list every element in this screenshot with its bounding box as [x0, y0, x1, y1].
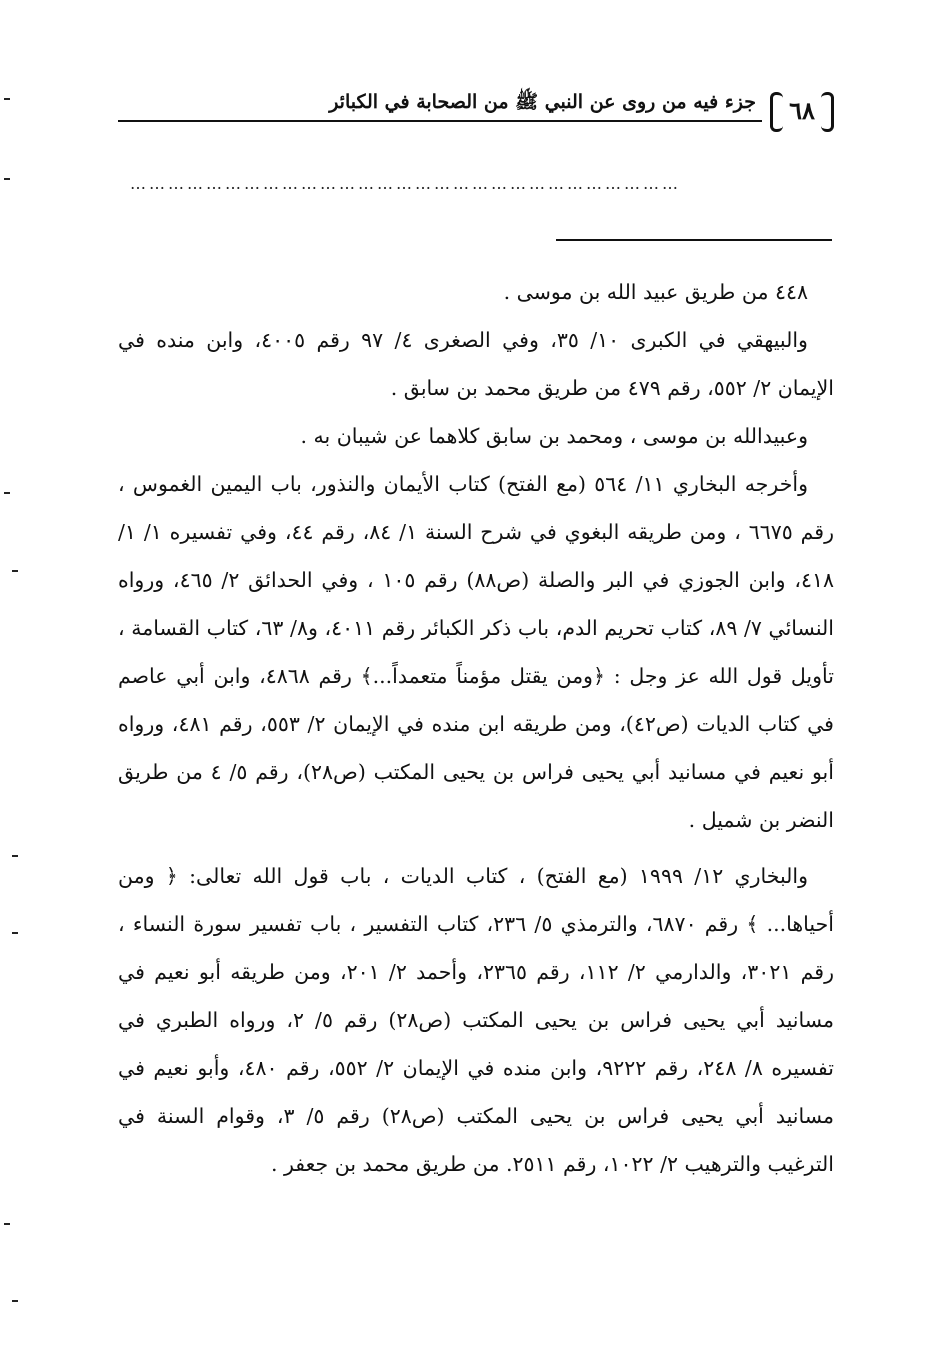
- paragraph: ٤٤٨ من طريق عبيد الله بن موسى .: [503, 280, 808, 304]
- header-rule: [118, 120, 762, 122]
- scan-mark: [4, 1223, 10, 1225]
- scan-mark: [4, 98, 10, 100]
- paragraph: والبيهقي في الكبرى ١٠/ ٣٥، وفي الصغرى ٤/ ٩٧ رقم ٤٠٠٥، وابن منده في الإيمان ٢/ ٥٥٢، رقم ٤٧٩ من طريق محمد بن سابق .: [118, 328, 834, 400]
- scan-mark: [12, 570, 18, 572]
- dotted-separator: ……………………………………………………………………………: [130, 174, 681, 193]
- footnote-rule: [556, 239, 832, 241]
- paragraph: والبخاري ١٢/ ١٩٩٩ (مع الفتح) ، كتاب الديات ، باب قول الله تعالى: ﴿ ومن أحياها... ﴾ رقم ٦٨٧٠، والترمذي ٥/ ٢٣٦، كتاب التفسير ، باب تفسير سورة النساء ، رقم ٣٠٢١، والدارمي ٢/ ١١٢، رقم ٢٣٦٥، وأحمد ٢/ ٢٠١، ومن طريقه أبو نعيم في مسانيد أبي يحيى فراس بن يحيى المكتب (ص٢٨) رقم ٥/ ٢، ورواه الطبري في تفسيره ٨/ ٢٤٨، رقم ٩٢٢٢، وابن منده في الإيمان ٢/ ٥٥٢، رقم ٤٨٠، وأبو نعيم في مسانيد أبي يحيى فراس بن يحيى المكتب (ص٢٨) رقم ٥/ ٣، وقوام السنة في الترغيب والترهيب ٢/ ١٠٢٢، رقم ٢٥١١. من طريق محمد بن جعفر .: [118, 864, 835, 1176]
- scan-mark: [12, 855, 18, 857]
- page-header: [118, 86, 834, 132]
- scan-mark: [12, 1300, 18, 1302]
- paragraph: وأخرجه البخاري ١١/ ٥٦٤ (مع الفتح) كتاب الأيمان والنذور، باب اليمين الغموس ، رقم ٦٦٧٥ ، ومن طريقه البغوي في شرح السنة ١/ ٨٤، رقم ٤٤، وفي تفسيره ١/ ١/ ٤١٨، وابن الجوزي في البر والصلة (ص٨٨) رقم ١٠٥ ، وفي الحدائق ٢/ ٤٦٥، ورواه النسائي ٧/ ٨٩، كتاب تحريم الدم، باب ذكر الكبائر رقم ٤٠١١، و٨/ ٦٣، كتاب القسامة ، تأويل قول الله عز وجل : ﴿ومن يقتل مؤمناً متعمداً...﴾ رقم ٤٨٦٨، وابن أبي عاصم في كتاب الديات (ص٤٢)، ومن طريقه ابن منده في الإيمان ٢/ ٥٥٣، رقم ٤٨١، ورواه أبو نعيم في مسانيد أبي يحيى فراس بن يحيى المكتب (ص٢٨)، رقم ٥/ ٤ من طريق النضر بن شميل .: [118, 472, 835, 832]
- scan-mark: [12, 932, 18, 934]
- page-number-frame: [770, 92, 834, 128]
- page-number: ٦٨: [789, 95, 815, 125]
- body-text: [118, 268, 834, 1188]
- scan-mark: [4, 178, 10, 180]
- scan-mark: [4, 492, 10, 494]
- running-title: جزء فيه من روى عن النبي ﷺ من الصحابة في الكبائر: [329, 91, 756, 113]
- paragraph: وعبيدالله بن موسى ، ومحمد بن سابق كلاهما عن شيبان به .: [300, 424, 808, 448]
